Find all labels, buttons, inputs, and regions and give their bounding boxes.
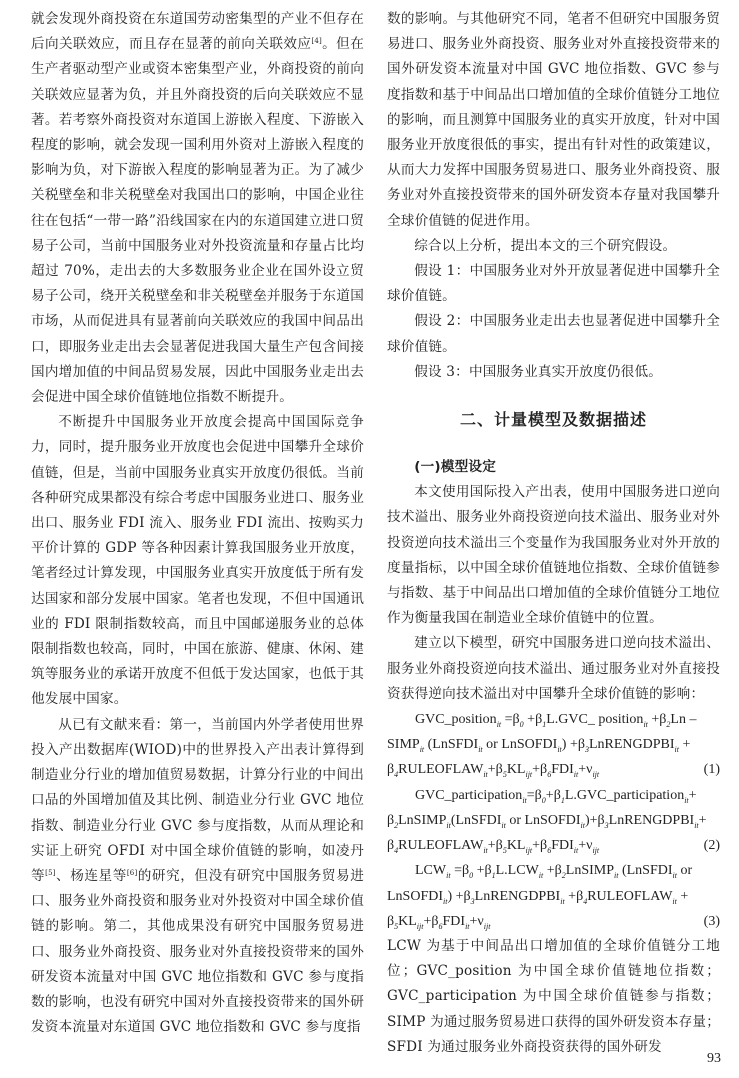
equation-2: $GVC\_participation_{it}=\beta_0+\beta_1L.GVC\_participation_{it}+$ $\beta_2LnSIMP_{it}(LnSFDI_{it}$ or $LnSOFDI_{it})+\beta_3LnRENGDPBI_{it}+$ $\beta_4RULEOFLAW_{it}+\beta_5KL_{ijt}+\beta_6FDI_{it}+\nu_{ijt}$ (2): [387, 783, 720, 859]
paragraph: 从已有文献来看：第一，当前国内外学者使用世界投入产出数据库(WIOD)中的世界投入产出表计算得到制造业分行业的增加值贸易数据，计算分行业的中间出口品的外国增加值及其比例、制造业分行业 GVC 地位指数、制造业分行业 GVC 参与度指数，从而从理论和实证上研究 OFDI 对中国全球价值链的影响，如凌丹等[5]、杨连星等[6]的研究，但没有研究中国服务贸易进口、服务业外商投资和服务业对外投资对中国全球价值链的影响。第二，其他成果没有研究中国服务贸易进口、服务业外商投资、服务业对外直接投资带来的国外研发资本流量对中国 GVC 地位指数和 GVC 参与度指数的影响，也没有研究中国对外直接投资带来的国外研发资本流量对东道国 GVC 地位指数和 GVC 参与度指: [31, 716, 365, 1036]
paragraph: 本文使用国际投入产出表，使用中国服务进口逆向技术溢出、服务业外商投资逆向技术溢出、服务业对外投资逆向技术溢出三个变量作为我国服务业对外开放的度量指标，以中国全球价值链地位指数、全球价值链参与指数、基于中间品出口增加值的全球价值链分工地位作为衡量我国在制造业全球价值链中的位置。: [387, 484, 720, 627]
hypothesis-1: 假设 1：中国服务业对外开放显著促进中国攀升全球价值链。: [387, 263, 720, 305]
equation-number: (2): [703, 838, 720, 854]
right-column: [387, 7, 720, 1060]
paragraph: LCW 为基于中间品出口增加值的全球价值链分工地位；GVC_position 为中国全球价值链地位指数；GVC_participation 为中国全球价值链参与指数；SIMP 为通过服务贸易进口获得的国外研发资本存量；SFDI 为通过服务业外商投资获得的国外研发: [387, 937, 720, 1055]
subsection-heading: (一)模型设定: [414, 459, 496, 476]
equation-1: GVC_position$_{it}$ $=\beta_0$ $+\beta_1L.GVC\_$ position$_{it}$ $+\beta_2Ln$ – $SIMP_{it}$ (LnSFDI$_{it}$ or LnSOFDI$_{it}$) $+\beta_3LnRENGDPBI_{it}$ + $\beta_4RULEOFLAW_{it}+\beta_5KL_{ijt}+\beta_6FDI_{it}+\nu_{ijt}$ (1): [387, 707, 720, 783]
paragraph: 综合以上分析，提出本文的三个研究假设。: [414, 237, 677, 254]
citation-ref[interactable]: [5]: [45, 868, 56, 877]
paragraph: 建立以下模型，研究中国服务进口逆向技术溢出、服务业外商投资逆向技术溢出、通过服务业对外直接投资获得逆向技术溢出对中国攀升全球价值链的影响：: [387, 635, 720, 702]
equation-number: (1): [703, 762, 720, 778]
citation-ref[interactable]: [4]: [311, 37, 322, 46]
hypothesis-2: 假设 2：中国服务业走出去也显著促进中国攀升全球价值链。: [387, 313, 720, 355]
citation-ref[interactable]: [6]: [126, 868, 138, 877]
section-heading: 二、计量模型及数据描述: [459, 410, 647, 430]
left-column: [31, 7, 364, 1040]
paragraph: 就会发现外商投资在东道国劳动密集型的产业不但存在后向关联效应，而且存在显著的前向关联效应[4]。但在生产者驱动型产业或资本密集型产业，外商投资的前向关联效应显著为负，并且外商投资的后向关联效应不显著。若考察外商投资对东道国上游嵌入程度、下游嵌入程度的影响，就会发现一国利用外资对上游嵌入程度的影响为负，对下游嵌入程度的影响显著为正。为了减少关税壁垒和非关税壁垒对我国出口的影响，中国企业往往在包括“一带一路”沿线国家在内的东道国建立进口贸易子公司，当前中国服务业对外投资流量和存量占比均超过 70%，走出去的大多数服务业企业在国外设立贸易子公司，绕开关税壁垒和非关税壁垒并服务于东道国市场，从而促进具有显著前向关联效应的我国中间品出口，即服务业走出去会显著促进我国大量生产包含间接国内增加值的中间品贸易发展，因此中国服务业走出去会促进中国全球价值链地位指数不断提升。: [31, 11, 364, 406]
page-number: 93: [707, 1051, 721, 1066]
paragraph: 数的影响。与其他研究不同，笔者不但研究中国服务贸易进口、服务业外商投资、服务业对外直接投资带来的国外研发资本流量对中国 GVC 地位指数、GVC 参与度指数和基于中间品出口增加值的全球价值链分工地位的影响，而且测算中国服务业的真实开放度，针对中国服务业开放度很低的事实，提出有针对性的政策建议，从而大力发挥中国服务贸易进口、服务业外商投资、服务业对外直接投资带来的国外研发资本存量对我国攀升全球价值链的促进作用。: [387, 11, 720, 229]
hypothesis-3: 假设 3：中国服务业真实开放度仍很低。: [414, 363, 663, 380]
equation-3: $LCW_{it} =\beta_0 +\beta_1L.LCW_{it}$ $+\beta_2LnSIMP_{it}$ (LnSFDI$_{it}$ or LnSOFDI$_{it}$) $+\beta_3LnRENGDPBI_{it}$ $+\beta_4RULEOFLAW_{it}$ + $\beta_5KL_{ijt}+\beta_6FDI_{it}+\nu_{ijt}$ (3): [387, 858, 720, 934]
paragraph: 不断提升中国服务业开放度会提高中国国际竞争力，同时，提升服务业开放度也会促进中国攀升全球价值链，但是，当前中国服务业真实开放度仍很低。当前各种研究成果都没有综合考虑中国服务业进口、服务业出口、服务业 FDI 流入、服务业 FDI 流出、按购买力平价计算的 GDP 等各种因素计算我国服务业开放度，笔者经过计算发现，中国服务业真实开放度低于所有发达国家和部分发展中国家。笔者也发现，不但中国通讯业的 FDI 限制指数较高，而且中国邮递服务业的总体限制指数也较高，同时，中国在旅游、健康、休闲、建筑等服务业的承诺开放度不但低于发达国家，也低于其他发展中国家。: [31, 414, 364, 708]
equation-number: (3): [703, 913, 720, 929]
